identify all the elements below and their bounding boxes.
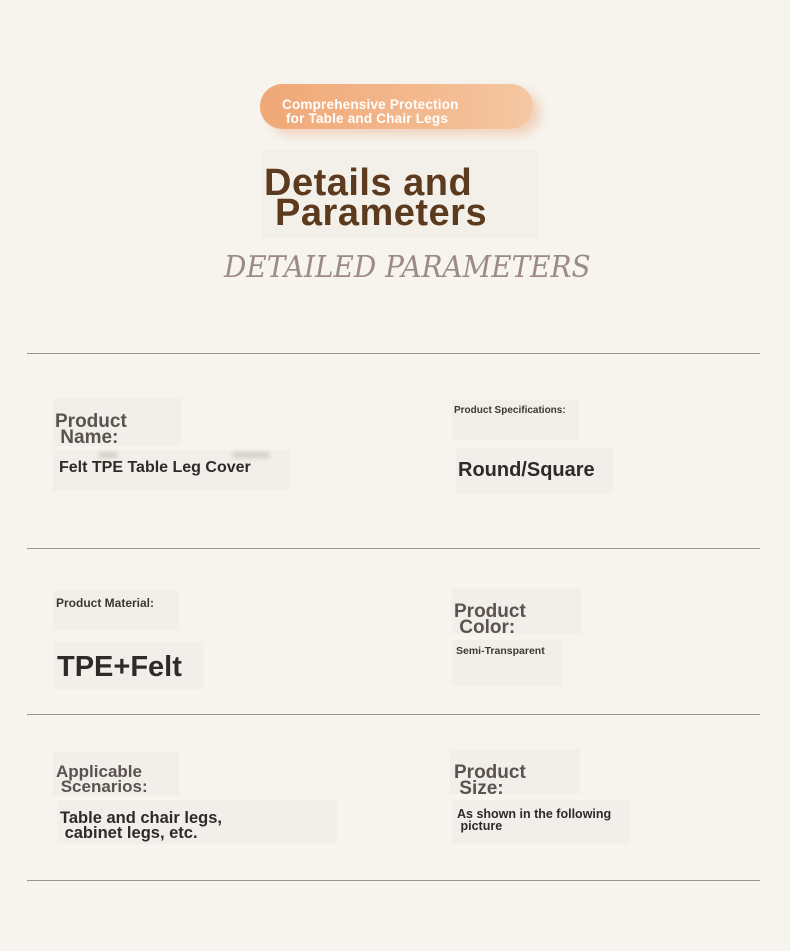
badge-line-1: Comprehensive Protection xyxy=(282,97,459,112)
product-material-label: Product Material: xyxy=(56,596,155,610)
title-line-2: Parameters xyxy=(264,192,488,234)
product-size-value-line-2: picture xyxy=(457,819,503,833)
product-size-label-line-1: Product xyxy=(454,762,526,783)
product-color-value: Semi-Transparent xyxy=(456,645,545,657)
applicable-scenarios-value-line-2: cabinet legs, etc. xyxy=(60,824,198,842)
title-line-1: Details and xyxy=(264,162,473,204)
applicable-scenarios-value xyxy=(60,811,222,841)
applicable-scenarios-label xyxy=(56,764,148,794)
product-size-value xyxy=(457,808,611,832)
product-color-label-line-1: Product xyxy=(454,601,526,622)
smudge-mark xyxy=(98,452,118,458)
product-size-value-line-1: As shown in the following xyxy=(457,807,612,821)
badge-line-2: for Table and Chair Legs xyxy=(282,111,449,126)
page-title xyxy=(264,162,488,234)
divider-4 xyxy=(27,880,760,881)
product-material-value: TPE+Felt xyxy=(57,651,182,683)
divider-2 xyxy=(27,548,760,549)
divider-1 xyxy=(27,353,760,354)
applicable-scenarios-label-line-2: Scenarios: xyxy=(56,777,148,796)
header-badge-text xyxy=(282,98,459,126)
applicable-scenarios-value-line-1: Table and chair legs, xyxy=(60,809,222,827)
product-specs-value: Round/Square xyxy=(458,459,595,481)
product-name-value: Felt TPE Table Leg Cover xyxy=(59,459,251,476)
product-color-label-line-2: Color: xyxy=(454,617,516,638)
product-name-label-line-1: Product xyxy=(55,411,127,432)
product-name-label-line-2: Name: xyxy=(55,427,119,448)
product-size-label-line-2: Size: xyxy=(454,778,504,799)
product-name-label xyxy=(55,411,127,448)
product-specs-label: Product Specifications: xyxy=(454,405,566,416)
applicable-scenarios-label-line-1: Applicable xyxy=(56,762,142,781)
product-color-label xyxy=(454,601,526,638)
page-subtitle: DETAILED PARAMETERS xyxy=(224,250,591,285)
smudge-mark xyxy=(232,452,270,458)
product-size-label xyxy=(454,762,526,799)
divider-3 xyxy=(27,714,760,715)
